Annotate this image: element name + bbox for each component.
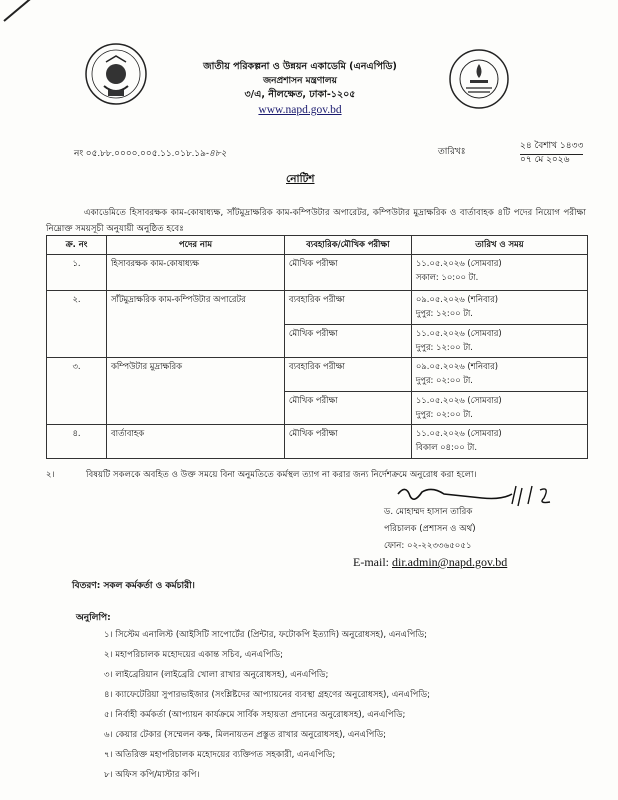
signer-phone: ফোন: ০২-২২৩৩৬৫০৫১ — [384, 541, 472, 551]
reference-number-text: নং ০৫.৮৮.০০০০.০০৫.১১.০১৮.১৯- — [74, 148, 209, 158]
row-post: কম্পিউটার মুদ্রাক্ষরিক — [106, 358, 284, 425]
paragraph-number: ২। — [46, 470, 55, 480]
signer-block — [384, 504, 476, 555]
cc-list — [104, 625, 584, 785]
reference-number — [74, 146, 227, 161]
email-label: E-mail: — [353, 555, 389, 569]
row-date-time — [411, 358, 587, 392]
date-english: ০৭ মে ২০২৬ — [520, 155, 570, 165]
exam-date: ০৯.০৫.২০২৬ (শনিবার) — [415, 294, 498, 304]
org-address: ৩/এ, নীলক্ষেত, ঢাকা-১২০৫ — [244, 89, 356, 100]
reference-handwritten-suffix: ৪৮২ — [208, 149, 227, 159]
row-exam-type: মৌখিক পরীক্ষা — [284, 392, 411, 425]
header-serial: ক্র. নং — [47, 236, 107, 255]
exam-time: দুপুর: ০২:০০ টা. — [415, 375, 473, 385]
cc-item: ৪। ক্যাফেটেরিয়া সুপারভাইজার (সংশ্লিষ্টদের আপ্যায়নের ব্যবস্থা গ্রহণের অনুরোধসহ), এনএপিডি; — [104, 690, 431, 700]
row-serial: ৪. — [47, 425, 107, 459]
row-exam-type: ব্যবহারিক পরীক্ষা — [284, 291, 411, 325]
exam-date: ১১.০৫.২০২৬ (সোমবার) — [415, 428, 502, 438]
row-date-time — [411, 425, 587, 459]
pen-mark — [3, 0, 35, 22]
row-post: সাঁটমুদ্রাক্ষরিক কাম-কম্পিউটার অপারেটর — [106, 291, 284, 358]
row-exam-type: মৌখিক পরীক্ষা — [284, 325, 411, 358]
cc-item: ১। সিস্টেম এনালিস্ট (আইসিটি সাপোর্টের (প্রিন্টার, ফটোকপি ইত্যাদি) অনুরোধসহ), এনএপিডি; — [104, 630, 428, 640]
intro-paragraph — [46, 205, 586, 237]
notice-title: নোটিশ — [286, 173, 315, 185]
org-name: জাতীয় পরিকল্পনা ও উন্নয়ন একাডেমি (এনএপিডি) — [203, 61, 397, 72]
email-link[interactable]: dir.admin@napd.gov.bd — [392, 555, 508, 569]
row-serial: ১. — [47, 255, 107, 291]
row-serial: ২. — [47, 291, 107, 358]
exam-date: ০৯.০৫.২০২৬ (শনিবার) — [415, 361, 498, 371]
row-post: হিসাবরক্ষক কাম-কোষাধ্যক্ষ — [106, 255, 284, 291]
table-row — [47, 291, 588, 325]
academy-logo-icon — [448, 48, 510, 110]
signer-name: ড. মোহাম্মদ হাসান তারিক — [384, 507, 473, 517]
paragraph-text: বিষয়টি সকলকে অবহিত ও উক্ত সময়ে বিনা অনুমতিতে কর্মস্থল ত্যাগ না করার জন্য নির্দেশক্রমে অনুরোধ করা হলো। — [86, 470, 477, 480]
row-exam-type: ব্যবহারিক পরীক্ষা — [284, 358, 411, 392]
row-date-time — [411, 392, 587, 425]
signer-designation: পরিচালক (প্রশাসন ও অর্থ) — [384, 524, 476, 534]
exam-time: দুপুর: ১২:০০ টা. — [415, 342, 473, 352]
row-date-time — [411, 255, 587, 291]
row-exam-type: মৌখিক পরীক্ষা — [284, 425, 411, 459]
date-label: তারিখঃ — [438, 147, 466, 157]
distribution-line: বিতরণ: সকল কর্মকর্তা ও কর্মচারী। — [72, 581, 195, 591]
cc-item: ৮। অফিস কপি/মাস্টার কপি। — [104, 770, 200, 780]
cc-item: ২। মহাপরিচালক মহোদয়ের একান্ত সচিব, এনএপিডি; — [104, 650, 284, 660]
table-row — [47, 425, 588, 459]
row-serial: ৩. — [47, 358, 107, 425]
intro-text: একাডেমিতে হিসাবরক্ষক কাম-কোষাধ্যক্ষ, সাঁটমুদ্রাক্ষরিক কাম-কম্পিউটার অপারেটর, কম্পিউটার মুদ্রাক্ষরিক ও বার্তাবাহক ৪টি পদের নিয়োগ পরীক্ষা নিম্নোক্ত সময়সূচী অনুযায়ী অনুষ্ঠিত হবেঃ — [46, 208, 586, 234]
header-exam-type: ব্যবহারিক/মৌখিক পরীক্ষা — [284, 236, 411, 255]
table-row — [47, 255, 588, 291]
table-row — [47, 358, 588, 392]
cc-item: ৩। লাইব্রেরিয়ান (লাইব্রেরি খোলা রাখার অনুরোধসহ), এনএপিডি; — [104, 670, 329, 680]
cc-item: ৬। কেয়ার টেকার (সম্মেলন কক্ষ, মিলনায়তন প্রস্তুত রাখার অনুরোধসহ), এনএপিডি; — [104, 730, 387, 740]
exam-time: দুপুর: ১২:০০ টা. — [415, 308, 473, 318]
ministry-name: জনপ্রশাসন মন্ত্রণালয় — [263, 76, 337, 86]
exam-date: ১১.০৫.২০২৬ (সোমবার) — [415, 395, 502, 405]
exam-date: ১১.০৫.২০২৬ (সোমবার) — [415, 328, 502, 338]
exam-date: ১১.০৫.২০২৬ (সোমবার) — [415, 258, 502, 268]
exam-time: দুপুর: ০২:০০ টা. — [415, 409, 473, 419]
signer-email — [353, 555, 507, 570]
row-date-time — [411, 325, 587, 358]
government-emblem-icon — [84, 42, 148, 106]
website-link[interactable]: www.napd.gov.bd — [258, 104, 342, 116]
cc-title: অনুলিপি: — [76, 613, 111, 623]
date-bangla: ২৪ বৈশাখ ১৪৩৩ — [520, 138, 583, 155]
exam-schedule-table — [46, 235, 588, 459]
row-exam-type: মৌখিক পরীক্ষা — [284, 255, 411, 291]
exam-time: বিকাল ০৪:০০ টা. — [415, 442, 478, 452]
cc-item: ৫। নির্বাহী কর্মকর্তা (আপ্যায়ন কার্যক্রমে সার্বিক সহায়তা প্রদানের অনুরোধসহ), এনএপিডি; — [104, 710, 406, 720]
letterhead — [150, 60, 450, 118]
header-date-time: তারিখ ও সময় — [411, 236, 587, 255]
cc-item: ৭। অতিরিক্ত মহাপরিচালক মহোদয়ের ব্যক্তিগত সহকারী, এনএপিডি; — [104, 750, 336, 760]
row-date-time — [411, 291, 587, 325]
header-post: পদের নাম — [106, 236, 284, 255]
table-header-row — [47, 236, 588, 255]
exam-time: সকাল: ১০:০০ টা. — [415, 272, 479, 282]
row-post: বার্তাবাহক — [106, 425, 284, 459]
